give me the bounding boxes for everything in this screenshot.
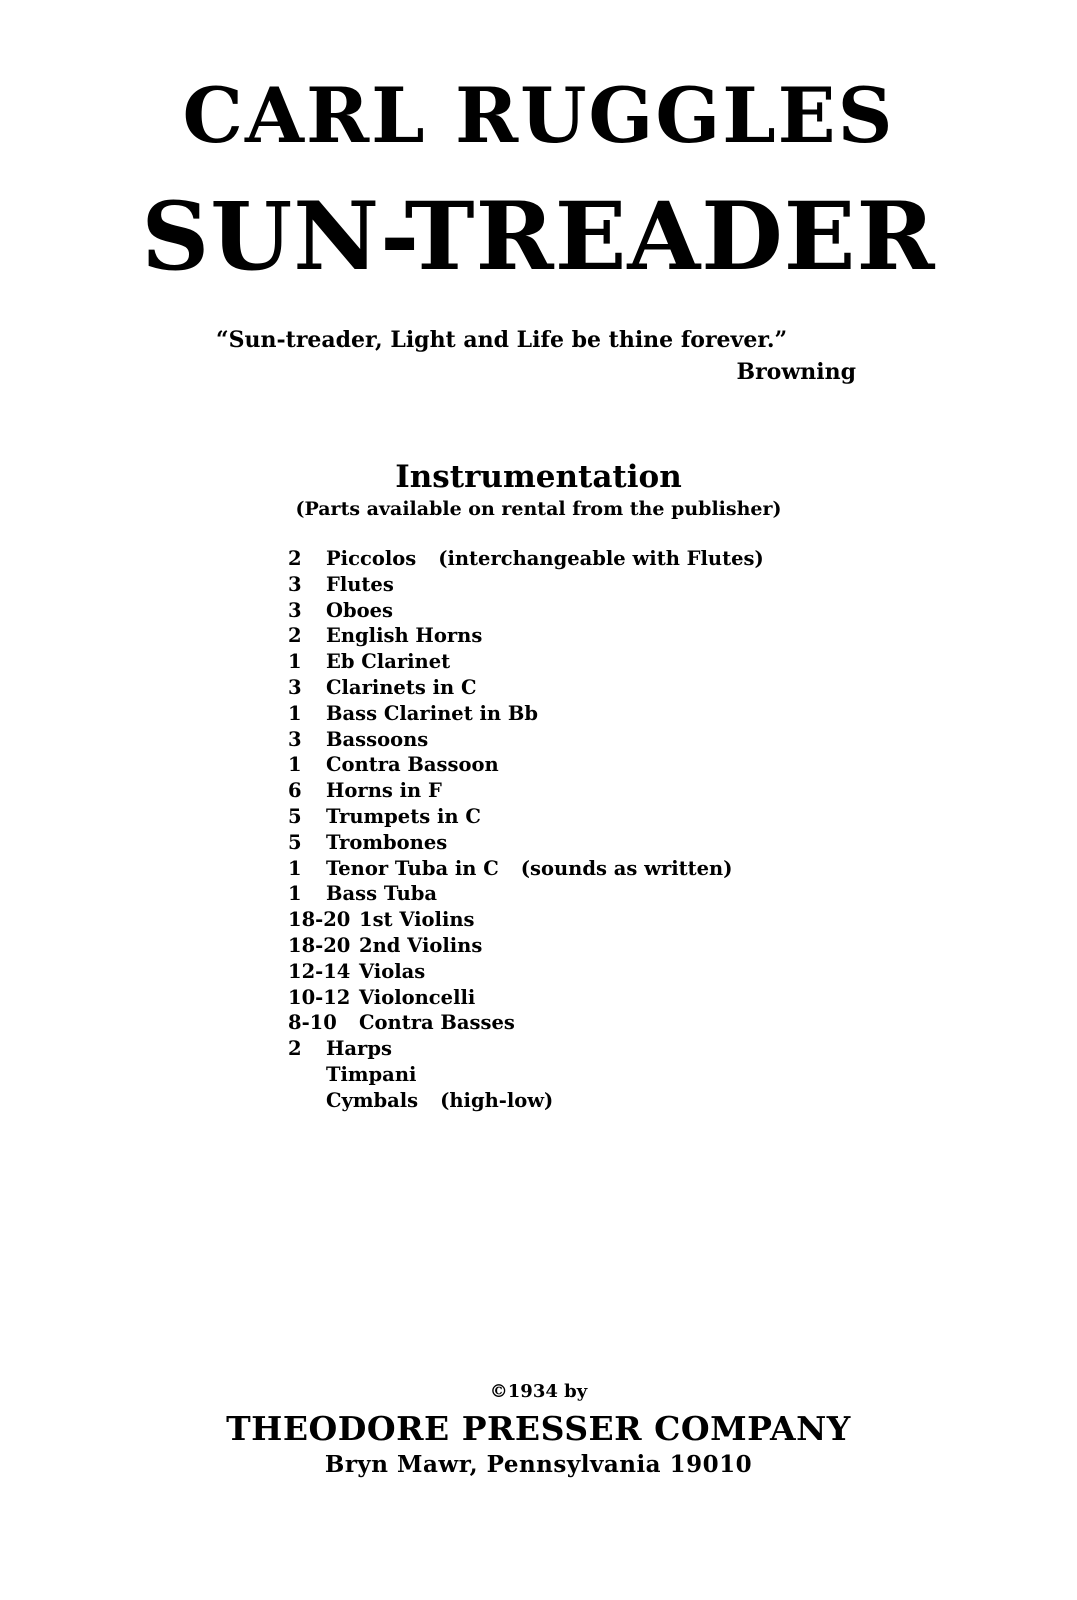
instrument-quantity: 2: [288, 547, 302, 570]
instrument-note: (sounds as written): [520, 856, 733, 880]
instrument-item: [288, 598, 848, 624]
instrument-quantity: 8-10: [288, 1011, 337, 1035]
instrument-quantity: 2: [288, 624, 302, 648]
instrument-name: Trumpets in C: [326, 804, 481, 828]
instrument-name: English Horns: [326, 624, 483, 648]
instrument-item: [288, 727, 848, 753]
instrument-quantity: 1: [288, 856, 302, 880]
instrument-name: Bass Tuba: [326, 882, 438, 906]
instrument-quantity: 10-12: [288, 985, 351, 1009]
instrument-quantity: 3: [288, 598, 302, 622]
instrument-item: [288, 701, 848, 727]
instrument-name: Tenor Tuba in C: [326, 856, 499, 880]
instrument-quantity: 5: [288, 804, 302, 828]
instrument-name: Bassoons: [326, 727, 429, 751]
instrument-quantity: 3: [288, 572, 302, 596]
instrument-item: [288, 1036, 848, 1062]
instrument-name: 2nd Violins: [359, 933, 483, 957]
instrument-item: [288, 1088, 848, 1114]
instrument-quantity: 3: [288, 727, 302, 751]
composer-name: CARL RUGGLES: [182, 71, 895, 160]
instrument-quantity: 18-20: [288, 933, 351, 957]
instrument-quantity: 2: [288, 1037, 302, 1061]
instrument-quantity: 1: [288, 701, 302, 725]
instrument-name: Contra Basses: [359, 1011, 515, 1035]
copyright-line: ©1934 by: [489, 1381, 588, 1402]
instrument-name: Bass Clarinet in Bb: [326, 701, 538, 725]
instrument-item: [288, 959, 848, 985]
instrument-quantity: 1: [288, 882, 302, 906]
instrument-name: Contra Bassoon: [326, 753, 499, 777]
epigraph-attribution: Browning: [736, 359, 856, 385]
instrument-name: Violoncelli: [359, 985, 476, 1009]
instrument-item: [288, 778, 848, 804]
instrument-name: 1st Violins: [359, 908, 475, 932]
instrument-quantity: 12-14: [288, 959, 351, 983]
instrument-item: [288, 856, 848, 882]
instrument-item: [288, 881, 848, 907]
work-title: SUN-TREADER: [141, 182, 936, 292]
instrument-name: Eb Clarinet: [326, 650, 451, 674]
instrument-item: [288, 1010, 848, 1036]
publisher-name: THEODORE PRESSER COMPANY: [226, 1409, 851, 1448]
instrumentation-list: [288, 546, 848, 1114]
instrument-name: Horns in F: [326, 779, 442, 803]
instrument-quantity: 18-20: [288, 908, 351, 932]
instrument-name: Clarinets in C: [326, 675, 477, 699]
instrument-name: Oboes: [326, 598, 394, 622]
instrument-item: [288, 752, 848, 778]
instrument-name: Harps: [326, 1037, 392, 1061]
instrumentation-subheading: (Parts available on rental from the publisher): [295, 498, 782, 520]
instrument-item: [288, 649, 848, 675]
instrument-name: Flutes: [326, 572, 394, 596]
instrument-quantity: 6: [288, 779, 302, 803]
instrument-note: (interchangeable with Flutes): [438, 547, 764, 570]
instrument-name: Cymbals: [326, 1088, 419, 1112]
instrument-item: [288, 572, 848, 598]
instrument-item: [288, 985, 848, 1011]
instrument-quantity: 5: [288, 830, 302, 854]
instrument-quantity: 1: [288, 650, 302, 674]
instrument-item: [288, 830, 848, 856]
instrument-quantity: 1: [288, 753, 302, 777]
epigraph: [216, 324, 856, 388]
instrument-name: Trombones: [326, 830, 448, 854]
epigraph-quote: “Sun-treader, Light and Life be thine forever.”: [216, 327, 788, 353]
instrument-item: [288, 675, 848, 701]
instrument-item: [288, 907, 848, 933]
instrument-name: Piccolos: [326, 547, 417, 570]
instrument-item: [288, 623, 848, 649]
instrument-item: [288, 804, 848, 830]
instrument-item: [288, 546, 848, 572]
instrument-name: Violas: [359, 959, 426, 983]
instrumentation-heading: Instrumentation: [395, 459, 682, 495]
instrument-item: [288, 933, 848, 959]
instrument-note: (high-low): [440, 1088, 554, 1112]
instrument-item: [288, 1062, 848, 1088]
instrument-quantity: 3: [288, 675, 302, 699]
instrument-name: Timpani: [326, 1062, 417, 1086]
publisher-address: Bryn Mawr, Pennsylvania 19010: [324, 1451, 753, 1478]
